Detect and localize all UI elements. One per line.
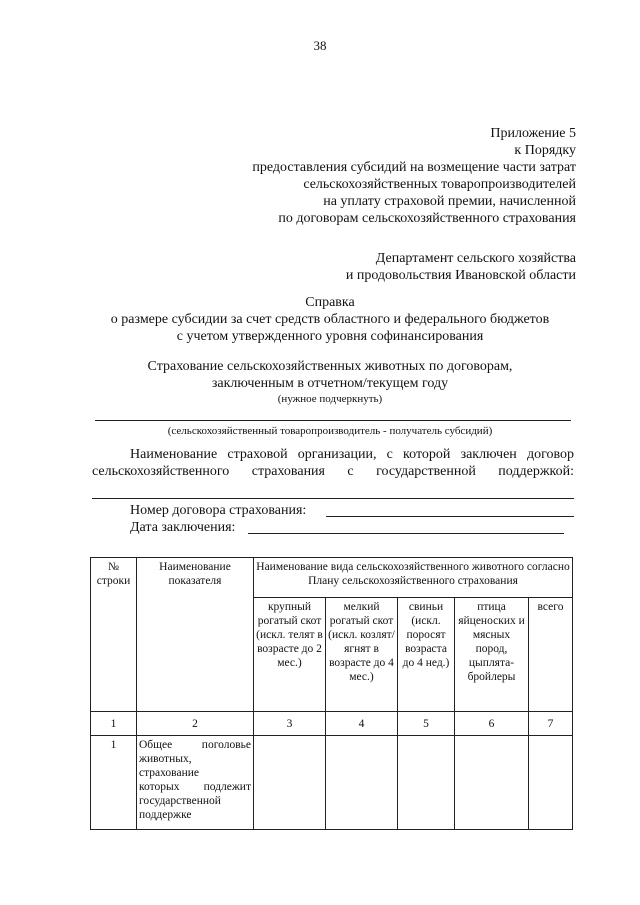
department-line: и продовольствия Ивановской области — [345, 268, 576, 283]
column-number: 6 — [455, 712, 529, 736]
department-line: Департамент сельского хозяйства — [375, 251, 576, 266]
reference-line: о размере субсидии за счет средств областного и федерального бюджетов — [110, 312, 550, 327]
reference-line: с учетом утвержденного уровня софинансирования — [176, 329, 484, 344]
cell-cattle — [254, 736, 326, 830]
cell-small-cattle — [326, 736, 398, 830]
cell-poultry — [455, 736, 529, 830]
insurer-line: Наименование страховой организации, с которой заключен договор — [130, 447, 574, 462]
appendix-block — [252, 125, 576, 227]
department-block — [346, 250, 576, 284]
header-row-number: № строки — [91, 558, 137, 712]
subject-block — [60, 358, 600, 406]
appendix-line: Приложение 5 — [490, 126, 576, 141]
row-indicator-line: которых подлежит — [139, 781, 251, 793]
subject-line: заключенным в отчетном/текущем году — [211, 376, 449, 391]
contract-date-fill-line — [248, 533, 564, 534]
cell-pigs — [398, 736, 455, 830]
header-animal-group: Наименование вида сельскохозяйственного животного согласно Плану сельскохозяйственного страхования — [254, 558, 573, 598]
row-indicator-line: Общее поголовье — [139, 739, 251, 751]
contract-number-fill-line — [326, 516, 574, 517]
cell-total — [529, 736, 573, 830]
contract-number-label: Номер договора страхования: — [130, 503, 307, 518]
row-indicator-line: животных, — [139, 753, 192, 765]
appendix-line: по договорам сельскохозяйственного страхования — [278, 211, 576, 226]
contract-date-label: Дата заключения: — [130, 520, 236, 535]
header-indicator: Наименование показателя — [137, 558, 254, 712]
subsidy-table — [90, 557, 573, 830]
appendix-line: на уплату страховой премии, начисленной — [323, 194, 576, 209]
row-indicator-line: поддержке — [139, 809, 192, 821]
subject-note: (нужное подчеркнуть) — [277, 393, 383, 405]
recipient-fill-line — [95, 420, 571, 421]
row-number: 1 — [91, 736, 137, 830]
row-indicator — [137, 736, 254, 830]
column-number: 5 — [398, 712, 455, 736]
page-number: 38 — [313, 38, 327, 53]
appendix-line: к Порядку — [514, 143, 576, 158]
row-indicator-line: государственной — [139, 795, 221, 807]
row-indicator-line: страхование — [139, 767, 199, 779]
header-cattle: крупный рогатый скот (искл. телят в возрасте до 2 мес.) — [254, 598, 326, 712]
column-number: 2 — [137, 712, 254, 736]
column-number: 4 — [326, 712, 398, 736]
recipient-caption: (сельскохозяйственный товаропроизводитель - получатель субсидий) — [167, 425, 493, 437]
column-number: 1 — [91, 712, 137, 736]
header-small-cattle: мелкий рогатый скот (искл. козлят/ ягнят в возрасте до 4 мес.) — [326, 598, 398, 712]
appendix-line: предоставления субсидий на возмещение части затрат — [252, 160, 576, 175]
column-number: 7 — [529, 712, 573, 736]
insurer-block — [92, 446, 574, 480]
insurer-fill-line — [92, 498, 574, 499]
header-poultry: птица яйценоских и мясных пород, цыплята-бройлеры — [455, 598, 529, 712]
reference-title: Справка — [305, 295, 355, 310]
header-total: всего — [529, 598, 573, 712]
subject-line: Страхование сельскохозяйственных животных по договорам, — [147, 359, 513, 374]
table-row — [91, 736, 573, 830]
insurer-line: сельскохозяйственного страхования с государственной поддержкой: — [92, 464, 574, 479]
column-number: 3 — [254, 712, 326, 736]
appendix-line: сельскохозяйственных товаропроизводителей — [303, 177, 576, 192]
reference-heading — [60, 294, 600, 345]
header-pigs: свиньи (искл. поросят возраста до 4 нед.) — [398, 598, 455, 712]
